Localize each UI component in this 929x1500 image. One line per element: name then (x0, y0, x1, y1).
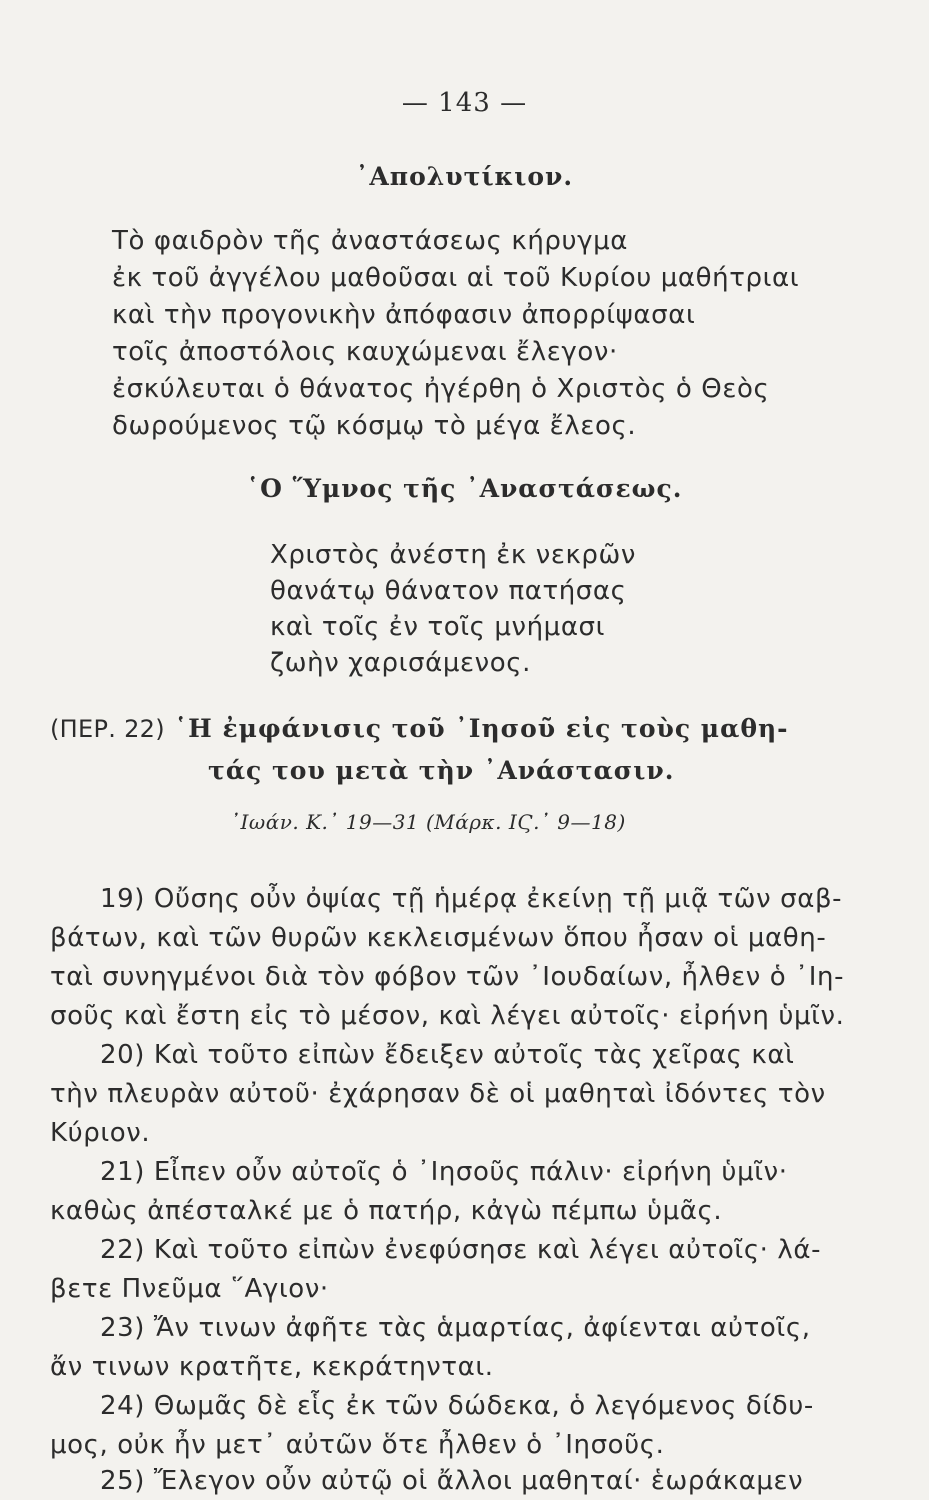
verse-line: ταὶ συνηγμένοι διὰ τὸν φόβον τῶν ᾽Ιουδαίων, ἦλθεν ὁ ᾽Ιη- (50, 962, 845, 992)
apolytikion-line: δωρούμενος τῷ κόσμῳ τὸ μέγα ἔλεος. (112, 411, 637, 441)
section-title: ῾Η ἐμφάνισις τοῦ ᾽Ιησοῦ εἰς τοὺς μαθη- (174, 714, 789, 743)
verse-line: βάτων, καὶ τῶν θυρῶν κεκλεισμένων ὅπου ἦσαν οἱ μαθη- (50, 923, 827, 953)
apolytikion-line: καὶ τὴν προγονικὴν ἀπόφασιν ἀπορρίψασαι (112, 300, 696, 330)
verse-line: 22) Καὶ τοῦτο εἰπὼν ἐνεφύσησε καὶ λέγει αὐτοῖς· λά- (100, 1235, 822, 1265)
section-title-continued: τάς του μετὰ τὴν ᾽Ανάστασιν. (208, 756, 675, 785)
verse-line: ἄν τινων κρατῆτε, κεκράτηνται. (50, 1352, 494, 1382)
apolytikion-line: Τὸ φαιδρὸν τῆς ἀναστάσεως κήρυγμα (112, 226, 629, 256)
section-heading (50, 714, 789, 743)
verse-line: 24) Θωμᾶς δὲ εἷς ἐκ τῶν δώδεκα, ὁ λεγόμενος δίδυ- (100, 1391, 814, 1421)
hymn-line: θανάτῳ θάνατον πατήσας (270, 576, 627, 606)
page-number: — 143 — (401, 88, 528, 118)
hymn-line: ζωὴν χαρισάμενος. (270, 648, 532, 678)
apolytikion-heading: ᾽Απολυτίκιον. (355, 162, 574, 191)
verse-line: καθὼς ἀπέσταλκέ με ὁ πατήρ, κἀγὼ πέμπω ὑμᾶς. (50, 1196, 723, 1226)
hymn-line: Χριστὸς ἀνέστη ἐκ νεκρῶν (270, 540, 637, 570)
verse-line: 19) Οὔσης οὖν ὀψίας τῇ ἡμέρᾳ ἐκείνῃ τῇ μιᾷ τῶν σαβ- (100, 884, 843, 914)
hymn-line: καὶ τοῖς ἐν τοῖς μνήμασι (270, 612, 606, 642)
verse-line: Κύριον. (50, 1118, 151, 1148)
scripture-reference: ᾽Ιωάν. Κ.᾽ 19—31 (Μάρκ. ΙϚ.᾽ 9—18) (230, 810, 626, 834)
verse-line: βετε Πνεῦμα ῞Αγιον· (50, 1274, 329, 1304)
verse-line: 23) Ἄν τινων ἀφῆτε τὰς ἁμαρτίας, ἀφίενται αὐτοῖς, (100, 1313, 811, 1343)
verse-line: τὴν πλευρὰν αὐτοῦ· ἐχάρησαν δὲ οἱ μαθηταὶ ἰδόντες τὸν (50, 1079, 826, 1109)
section-label: (ΠΕΡ. 22) (50, 715, 165, 743)
verse-line: 20) Καὶ τοῦτο εἰπὼν ἔδειξεν αὐτοῖς τὰς χεῖρας καὶ (100, 1040, 795, 1070)
verse-line: σοῦς καὶ ἔστη εἰς τὸ μέσον, καὶ λέγει αὐτοῖς· εἰρήνη ὑμῖν. (50, 1001, 845, 1031)
verse-line: 21) Εἶπεν οὖν αὐτοῖς ὁ ᾽Ιησοῦς πάλιν· εἰρήνη ὑμῖν· (100, 1157, 788, 1187)
hymn-heading: ῾Ο Ὕμνος τῆς ᾽Αναστάσεως. (246, 474, 683, 503)
apolytikion-line: τοῖς ἀποστόλοις καυχώμεναι ἔλεγον· (112, 337, 618, 367)
verse-line: 25) Ἔλεγον οὖν αὐτῷ οἱ ἄλλοι μαθηταί· ἑωράκαμεν (100, 1466, 804, 1496)
verse-line: μος, οὐκ ἦν μετ᾽ αὐτῶν ὅτε ἦλθεν ὁ ᾽Ιησοῦς. (50, 1430, 665, 1460)
apolytikion-line: ἐκ τοῦ ἀγγέλου μαθοῦσαι αἱ τοῦ Κυρίου μαθήτριαι (112, 263, 800, 293)
apolytikion-line: ἐσκύλευται ὁ θάνατος ἠγέρθη ὁ Χριστὸς ὁ Θεὸς (112, 374, 770, 404)
